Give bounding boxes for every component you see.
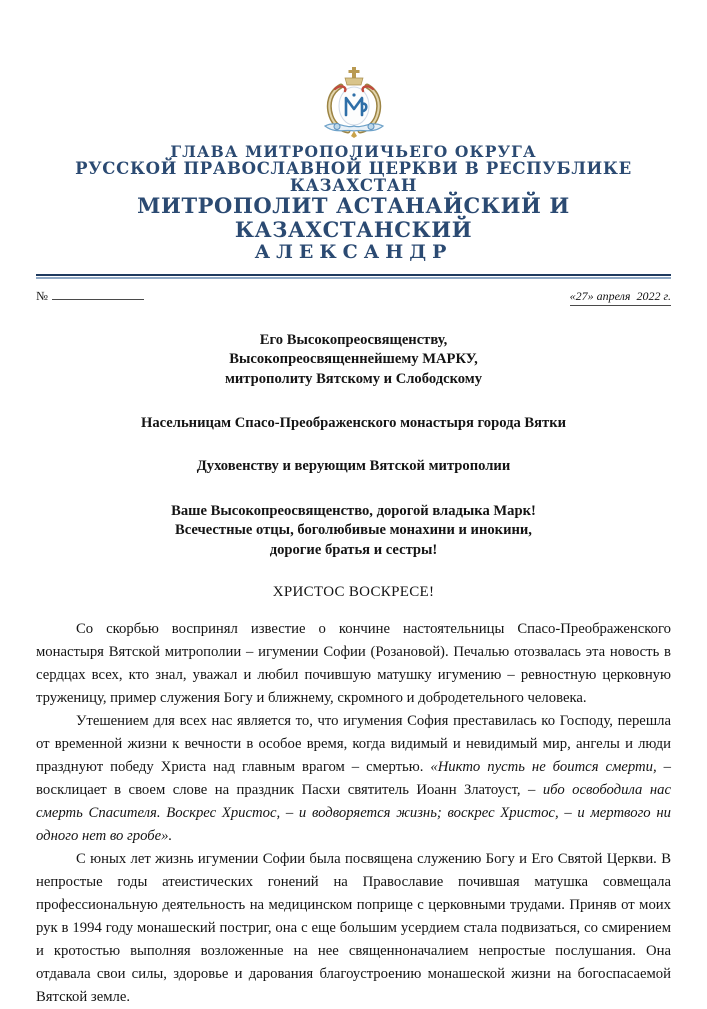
body-paragraph-2-part-2: – восклицает в своем слове на праздник Пасхи святитель Иоанн Златоуст, – <box>36 759 672 799</box>
addressee-primary-line-2: Высокопреосвященнейшему МАРКУ, <box>229 351 478 368</box>
greeting-block <box>36 502 671 561</box>
body-paragraph-2-quote-2: ибо освободила нас смерть Спасителя. Воскрес Христос, – и водворяется жизнь; воскрес Христос, – и мертвого ни одного нет во гробе». <box>36 782 671 845</box>
letterhead-line-3: МИТРОПОЛИТ АСТАНАЙСКИЙ И КАЗАХСТАНСКИЙ <box>137 193 570 242</box>
divider-rule-light <box>36 277 671 279</box>
letter-body <box>36 618 671 1009</box>
addressee-primary-line-1: Его Высокопреосвященству, <box>259 331 448 348</box>
letterhead-line-4: АЛЕКСАНДР <box>254 240 453 263</box>
body-paragraph-1: Со скорбью воспринял известие о кончине настоятельницы Спасо-Преображенского монастыря Вятской митрополии – игумении Софии (Розановой). Печалью отозвалась эта новость в сердцах всех, кто знал, уважал и любил почившую матушку игумению – ревностную церковную труженицу, пример служения Богу и ближнему, скромного и добродетельного человека. <box>36 621 671 707</box>
document-number-group <box>36 288 144 304</box>
orthodox-coat-of-arms-emblem <box>315 66 393 138</box>
body-paragraph-3: С юных лет жизнь игумении Софии была посвящена служению Богу и Его Святой Церкви. В непростые годы атеистических гонений на Православие почившая матушка совмещала профессиональную деятельность на медицинском поприще с церковными трудами. Приняв от моих рук в 1994 году монашеский постриг, она с еще большим усердием стала подвизаться, со смирением и кротостью выполняя возложенные на нее священноначалием непростые послушания. Она отдавала свои силы, здоровье и дарования благоустроению монашеской жизни на богоспасаемой Вятской земле. <box>36 851 671 1006</box>
emblem-container <box>36 64 671 138</box>
body-paragraph-2-part-1: Утешением для всех нас является то, что игумения София преставилась ко Господу, перешла от временной жизни к вечности в особое время, когда видимый и невидимый мир, ангелы и люди празднуют победу Христа над главным врагом – смертью. <box>36 713 671 776</box>
document-date: «27» апреля 2022 г. <box>570 289 671 306</box>
greeting-line-1: Ваше Высокопреосвященство, дорогой владыка Марк! <box>171 502 536 519</box>
greeting-line-2: Всечестные отцы, боголюбивые монахини и инокини, <box>175 522 532 539</box>
body-paragraph-2 <box>36 710 671 848</box>
document-number-label: № <box>36 288 48 303</box>
paschal-greeting: ХРИСТОС ВОСКРЕСЕ! <box>272 584 435 601</box>
addressee-tertiary: Духовенству и верующим Вятской митрополии <box>196 458 511 475</box>
addressee-primary-line-3: митрополиту Вятскому и Слободскому <box>224 370 483 387</box>
letterhead-line-2: РУССКОЙ ПРАВОСЛАВНОЙ ЦЕРКВИ В РЕСПУБЛИКЕ КАЗАХСТАН <box>75 159 632 196</box>
body-paragraph-2-quote-1: «Никто пусть не боится смерти, <box>430 759 657 776</box>
greeting-line-3: дорогие братья и сестры! <box>269 541 438 558</box>
header-divider <box>36 274 671 279</box>
document-number-field[interactable] <box>52 288 144 300</box>
letterhead-titles <box>36 144 671 264</box>
letterhead <box>36 0 671 264</box>
letterhead-line-1: ГЛАВА МИТРОПОЛИЧЬЕГО ОКРУГА <box>170 142 537 161</box>
addressee-primary <box>36 331 671 389</box>
addressee-secondary: Насельницам Спасо-Преображенского монастыря города Вятки <box>140 415 567 431</box>
document-meta-row <box>36 288 671 306</box>
